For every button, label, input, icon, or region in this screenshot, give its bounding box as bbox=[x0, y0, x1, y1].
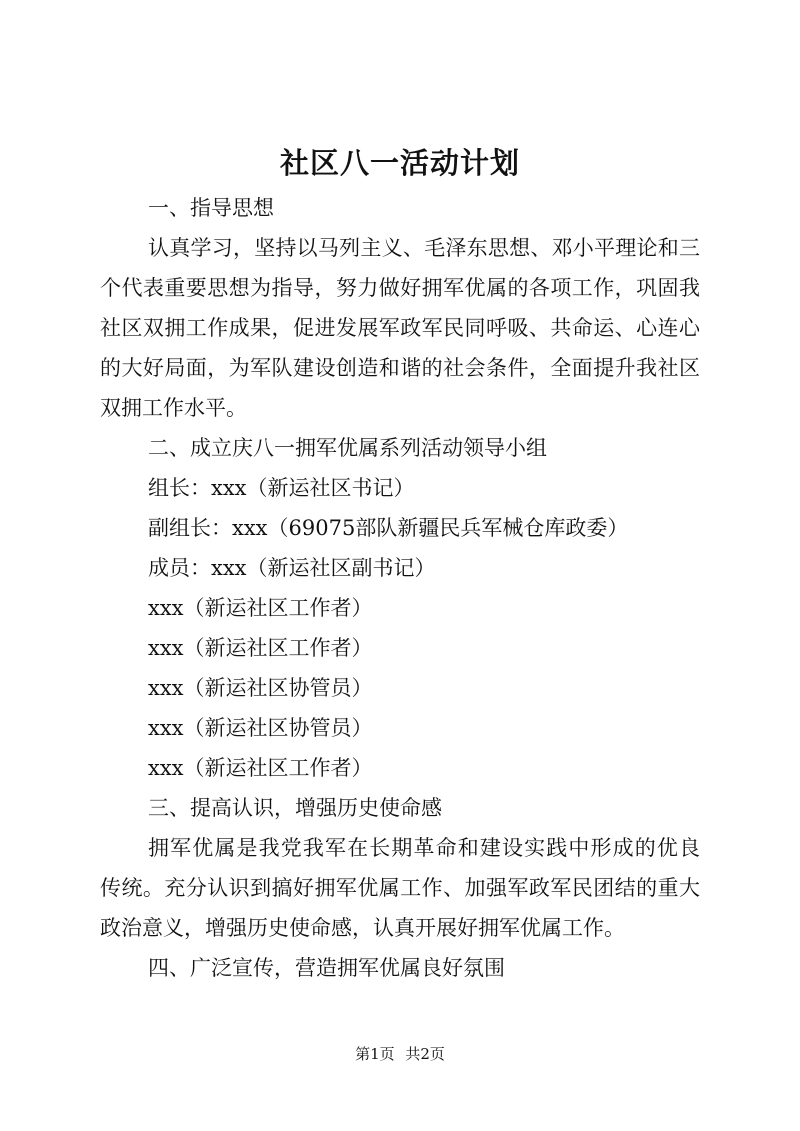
paragraph-line: 政治意义，增强历史使命感，认真开展好拥军优属工作。 bbox=[100, 916, 625, 940]
page-footer bbox=[0, 1043, 800, 1065]
document-title: 社区八一活动计划 bbox=[279, 146, 520, 180]
member-line: xxx（新运社区工作者） bbox=[148, 596, 373, 620]
paragraph-line: 个代表重要思想为指导，努力做好拥军优属的各项工作，巩固我 bbox=[100, 276, 700, 300]
section-heading-1: 一、指导思想 bbox=[148, 196, 274, 220]
paragraph-line: 双拥工作水平。 bbox=[100, 396, 247, 420]
page-total: 共2页 bbox=[405, 1045, 445, 1063]
page-number: 第1页 bbox=[355, 1045, 395, 1063]
member-line: xxx（新运社区工作者） bbox=[148, 636, 373, 660]
section-heading-2: 二、成立庆八一拥军优属系列活动领导小组 bbox=[148, 436, 547, 460]
deputy-leader-line: 副组长：xxx（69075部队新疆民兵军械仓库政委） bbox=[148, 516, 629, 540]
paragraph-line: 社区双拥工作成果，促进发展军政军民同呼吸、共命运、心连心 bbox=[100, 316, 700, 340]
paragraph-line: 拥军优属是我党我军在长期革命和建设实践中形成的优良 bbox=[148, 836, 700, 860]
paragraph-line: 传统。充分认识到搞好拥军优属工作、加强军政军民团结的重大 bbox=[100, 876, 700, 900]
member-line: xxx（新运社区协管员） bbox=[148, 716, 373, 740]
section-heading-4: 四、广泛宣传，营造拥军优属良好氛围 bbox=[148, 956, 505, 980]
member-line: xxx（新运社区工作者） bbox=[148, 756, 373, 780]
paragraph-line: 认真学习，坚持以马列主义、毛泽东思想、邓小平理论和三 bbox=[148, 236, 700, 260]
document-body bbox=[100, 188, 700, 988]
paragraph-line: 的大好局面，为军队建设创造和谐的社会条件，全面提升我社区 bbox=[100, 356, 700, 380]
member-line: 成员：xxx（新运社区副书记） bbox=[148, 556, 436, 580]
group-leader-line: 组长：xxx（新运社区书记） bbox=[148, 476, 415, 500]
member-line: xxx（新运社区协管员） bbox=[148, 676, 373, 700]
section-heading-3: 三、提高认识，增强历史使命感 bbox=[148, 796, 442, 820]
